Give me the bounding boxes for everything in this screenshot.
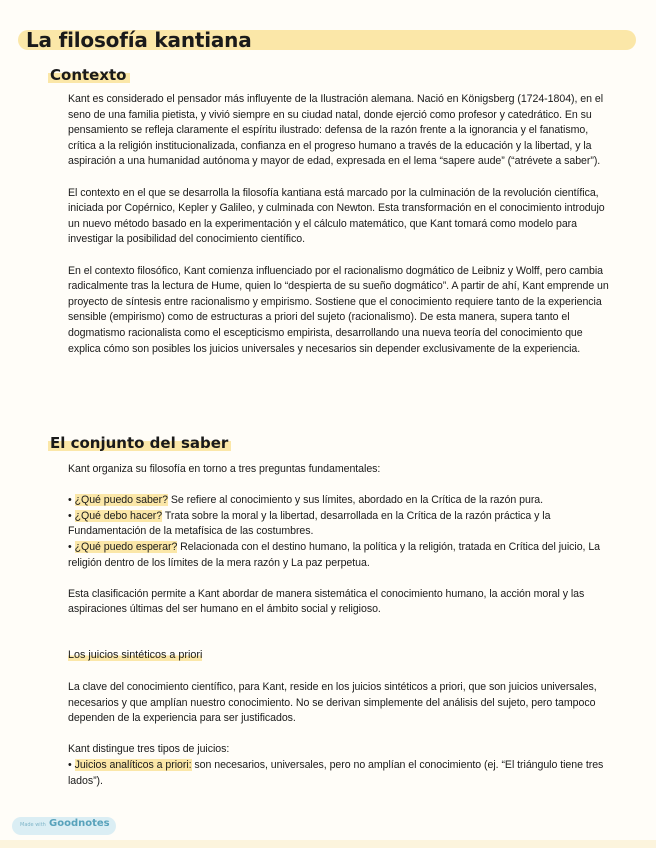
paragraph: En el contexto filosófico, Kant comienza influenciado por el racionalismo dogmático de Leibniz y Wolff, pero cambia radicalmente tras la lectura de Hume, quien lo “despierta de su sueño dogmático”. A partir de ahí, Kant emprende un proyecto de síntesis entre racionalismo y empirismo. Sostiene que el conocimiento requiere tanto de la experiencia sensible (empirismo) como de estructuras a priori del sujeto (racionalismo). De esta manera, supera tanto el dogmatismo racionalista como el escepticismo empirista, desarrollando una nueva teoría del conocimiento que explica cómo son posibles los juicios universales y necesarios sin depender exclusivamente de la experiencia. [68, 264, 609, 355]
list-item [68, 493, 613, 509]
page-title: La filosofía kantiana [26, 28, 252, 52]
paragraph: El contexto en el que se desarrolla la filosofía kantiana está marcado por la culminación de la revolución científica, iniciada por Copérnico, Kepler y Galileo, y culminada con Newton. Esta transformación en el conocimiento introdujo un nuevo método basado en la experimentación y el cálculo matemático, que Kant tomará como modelo para investigar la posibilidad del conocimiento científico. [68, 186, 605, 246]
question-label: ¿Qué puedo esperar? [74, 540, 178, 553]
paragraph: Esta clasificación permite a Kant abordar de manera sistemática el conocimiento humano, la acción moral y las aspiraciones últimas del ser humano en el ámbito social y religioso. [68, 587, 585, 616]
list-item-text: Relacionada con el destino humano, la política y la religión, tratada en Crítica del juicio, La religión dentro de los límites de la mera razón y La paz perpetua. [68, 540, 601, 569]
section-heading-label: Contexto [48, 66, 130, 84]
paragraph: La clave del conocimiento científico, para Kant, reside en los juicios sintéticos a priori, que son juicios universales, necesarios y que amplían nuestro conocimiento. No se derivan simplemente del análisis del sujeto, pero tampoco dependen de la experiencia para ser justificados. [68, 681, 597, 725]
section-body-contexto [68, 92, 613, 357]
subsection-heading-label: Los juicios sintéticos a priori [68, 649, 203, 661]
list-item [68, 758, 613, 789]
made-with-label: Made with [20, 822, 46, 828]
bottom-strip [0, 840, 656, 848]
question-label: ¿Qué debo hacer? [74, 509, 163, 522]
question-label: ¿Qué puedo saber? [74, 494, 168, 507]
section-heading-contexto [48, 66, 130, 84]
list-item-text: Se refiere al conocimiento y sus límites, abordado en la Crítica de la razón pura. [167, 494, 544, 507]
goodnotes-logo: Goodnotes [49, 818, 110, 829]
subsection-heading-juicios [68, 649, 202, 661]
bullet: • [68, 494, 72, 507]
section-heading-conjunto [48, 434, 231, 452]
bullet: • [68, 758, 72, 771]
paragraph: Kant organiza su filosofía en torno a tres preguntas fundamentales: [68, 463, 381, 475]
list-item [68, 540, 613, 571]
paragraph: Kant distingue tres tipos de juicios: [68, 743, 230, 756]
list-item-text: Trata sobre la moral y la libertad, desarrollada en la Crítica de la razón práctica y la Fundamentación de la metafísica de las costumbres. [68, 509, 551, 538]
list-item-text: son necesarios, universales, pero no amplían el conocimiento (ej. “El triángulo tiene tres lados”). [68, 758, 604, 787]
bullet: • [68, 509, 72, 522]
term-label: Juicios analíticos a priori: [74, 758, 192, 771]
section-body-juicios [68, 680, 613, 789]
section-body-conjunto [68, 462, 613, 618]
section-heading-label: El conjunto del saber [48, 434, 231, 452]
bullet: • [68, 540, 72, 553]
paragraph: Kant es considerado el pensador más influyente de la Ilustración alemana. Nació en Königsberg (1724-1804), en el seno de una familia pietista, y vivió siempre en su ciudad natal, donde ejerció como profesor y catedrático. En su pensamiento se refleja claramente el espíritu ilustrado: defensa de la razón frente a la ignorancia y el fanatismo, crítica a la religión institucionalizada, confianza en el progreso humano a través de la educación y la libertad, y la aspiración a una humanidad autónoma y mayor de edad, expresada en el lema “sapere aude” (“atrévete a saber”). [68, 93, 604, 168]
list-item [68, 509, 613, 540]
